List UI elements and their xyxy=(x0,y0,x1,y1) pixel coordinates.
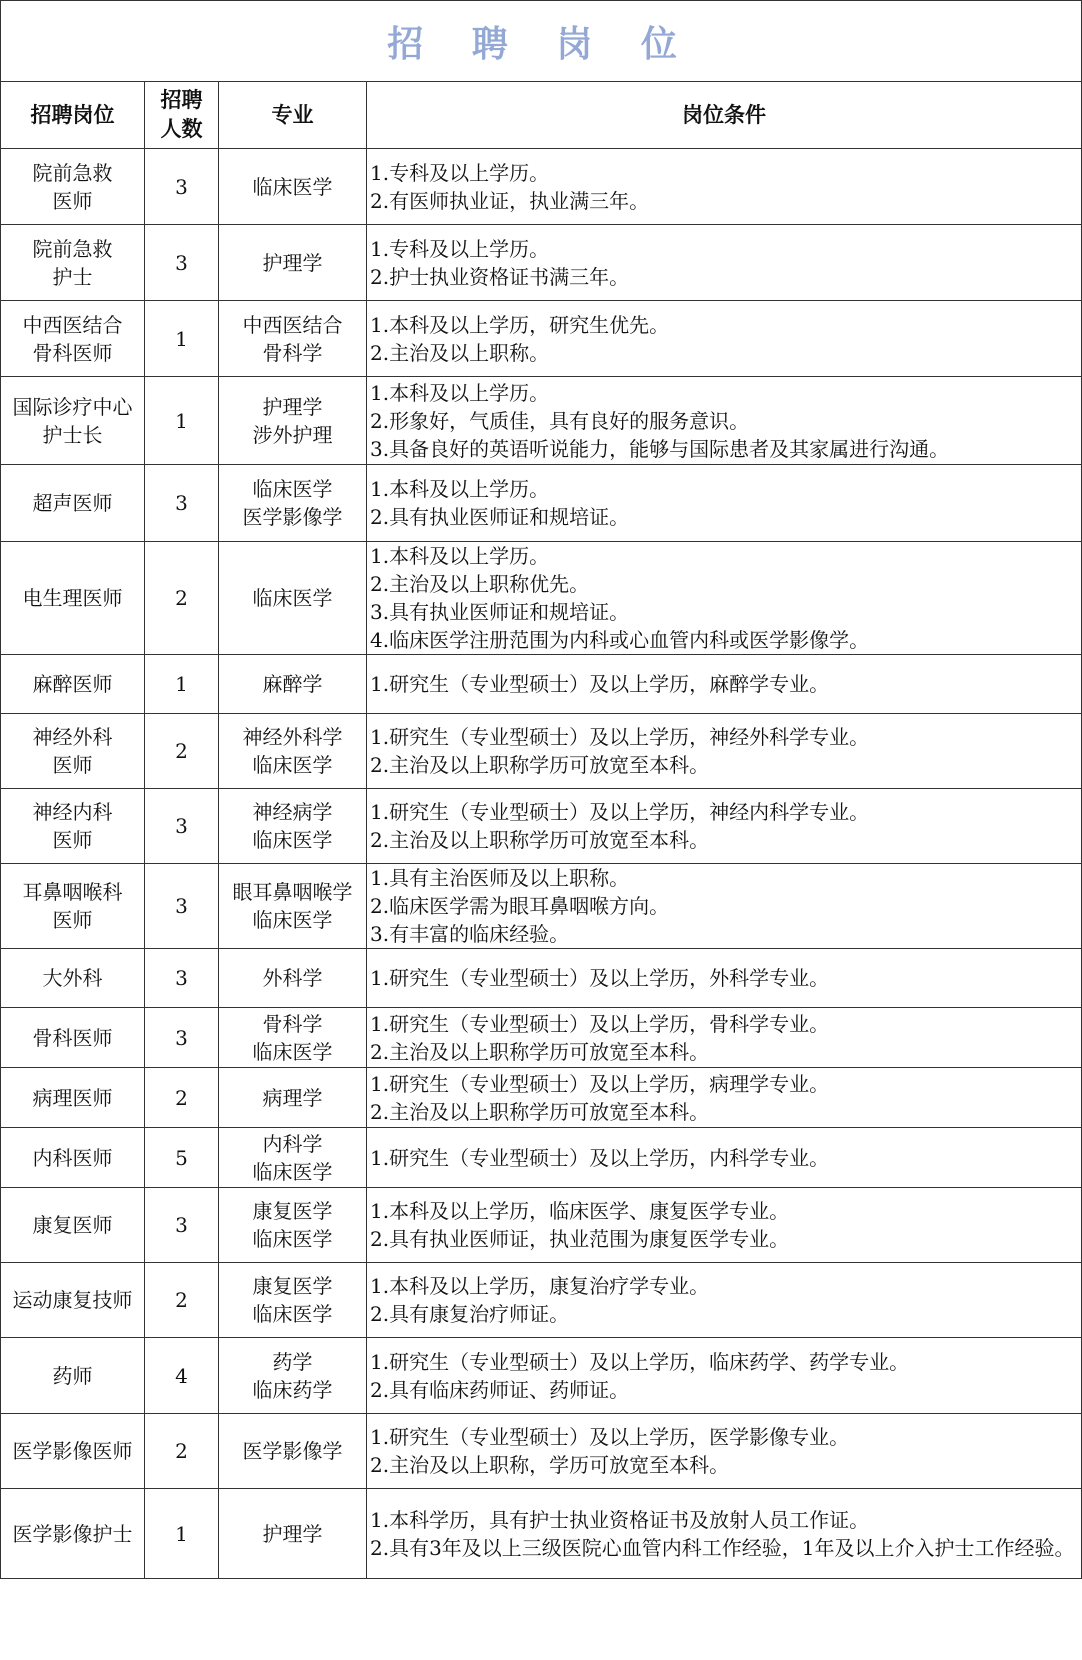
requirements-cell xyxy=(367,465,1082,542)
header-requirements: 岗位条件 xyxy=(367,82,1082,149)
major-cell xyxy=(219,1128,367,1188)
requirement-text: 2.主治及以上职称，学历可放宽至本科。 xyxy=(370,1453,730,1477)
major-cell xyxy=(219,714,367,789)
position-text: 院前急救 xyxy=(32,236,113,261)
position-text: 康复医师 xyxy=(32,1213,113,1237)
major-cell xyxy=(219,1263,367,1338)
requirement-text: 1.研究生（专业型硕士）及以上学历，医学影像专业。 xyxy=(370,1425,850,1449)
count-cell: 3 xyxy=(145,465,219,542)
major-text: 临床医学 xyxy=(252,586,333,610)
major-cell xyxy=(219,1008,367,1068)
requirement-text: 1.研究生（专业型硕士）及以上学历，麻醉学专业。 xyxy=(370,672,830,696)
major-text: 病理学 xyxy=(262,1085,323,1110)
major-text: 康复医学 xyxy=(252,1274,333,1298)
requirement-text: 1.本科及以上学历。 xyxy=(370,477,550,501)
table-row xyxy=(1,301,1082,377)
major-text: 医学影像学 xyxy=(242,505,343,529)
major-text: 内科学 xyxy=(262,1131,323,1156)
requirement-text: 1.研究生（专业型硕士）及以上学历，神经内科学专业。 xyxy=(370,800,870,824)
table-row xyxy=(1,789,1082,864)
requirement-text: 1.本科及以上学历，研究生优先。 xyxy=(370,312,670,337)
position-text: 国际诊疗中心 xyxy=(12,394,133,419)
table-row xyxy=(1,542,1082,655)
table-row xyxy=(1,1263,1082,1338)
position-text: 医师 xyxy=(52,188,93,213)
requirement-text: 1.本科及以上学历，临床医学、康复医学专业。 xyxy=(370,1199,790,1223)
position-text: 医学影像医师 xyxy=(12,1439,133,1463)
requirements-cell xyxy=(367,301,1082,377)
major-text: 临床医学 xyxy=(252,1159,333,1184)
count-cell: 2 xyxy=(145,542,219,655)
requirement-text: 1.本科及以上学历，康复治疗学专业。 xyxy=(370,1274,710,1298)
major-text: 眼耳鼻咽喉学 xyxy=(232,880,353,904)
major-cell xyxy=(219,149,367,225)
position-cell xyxy=(1,1414,145,1489)
requirement-text: 1.研究生（专业型硕士）及以上学历，内科学专业。 xyxy=(370,1145,830,1170)
position-text: 耳鼻咽喉科 xyxy=(22,880,123,904)
table-row xyxy=(1,655,1082,714)
requirements-cell xyxy=(367,655,1082,714)
major-text: 涉外护理 xyxy=(252,422,333,447)
major-cell xyxy=(219,1338,367,1414)
count-cell: 1 xyxy=(145,1489,219,1579)
major-text: 康复医学 xyxy=(252,1199,333,1223)
requirements-cell xyxy=(367,225,1082,301)
position-text: 病理医师 xyxy=(32,1085,113,1110)
major-text: 临床医学 xyxy=(252,1227,333,1251)
position-text: 药师 xyxy=(52,1363,93,1388)
requirement-text: 2.有医师执业证，执业满三年。 xyxy=(370,188,650,213)
count-cell: 1 xyxy=(145,377,219,465)
position-cell xyxy=(1,789,145,864)
requirement-text: 3.有丰富的临床经验。 xyxy=(370,922,570,946)
major-cell xyxy=(219,789,367,864)
count-cell: 2 xyxy=(145,1263,219,1338)
requirements-cell xyxy=(367,542,1082,655)
major-text: 医学影像学 xyxy=(242,1439,343,1463)
count-cell: 3 xyxy=(145,1008,219,1068)
position-cell xyxy=(1,1263,145,1338)
table-row xyxy=(1,1188,1082,1263)
table-row xyxy=(1,225,1082,301)
count-cell: 3 xyxy=(145,225,219,301)
requirements-cell xyxy=(367,1414,1082,1489)
table-row xyxy=(1,1128,1082,1188)
requirement-text: 2.临床医学需为眼耳鼻咽喉方向。 xyxy=(370,894,670,918)
requirement-text: 1.本科学历，具有护士执业资格证书及放射人员工作证。 xyxy=(370,1507,870,1532)
major-text: 临床药学 xyxy=(252,1377,333,1402)
position-text: 骨科医师 xyxy=(32,1025,113,1050)
major-text: 药学 xyxy=(272,1349,313,1374)
table-row xyxy=(1,714,1082,789)
requirement-text: 2.主治及以上职称学历可放宽至本科。 xyxy=(370,753,710,777)
header-major: 专业 xyxy=(219,82,367,149)
position-text: 神经外科 xyxy=(32,725,113,749)
table-row xyxy=(1,149,1082,225)
major-text: 中西医结合 xyxy=(242,312,343,337)
major-text: 临床医学 xyxy=(252,753,333,777)
requirements-cell xyxy=(367,1188,1082,1263)
requirement-text: 2.护士执业资格证书满三年。 xyxy=(370,264,630,289)
major-text: 麻醉学 xyxy=(262,672,323,696)
position-text: 院前急救 xyxy=(32,160,113,185)
major-cell xyxy=(219,949,367,1008)
position-cell xyxy=(1,864,145,949)
position-text: 护士长 xyxy=(42,422,103,447)
count-cell: 3 xyxy=(145,149,219,225)
count-cell: 3 xyxy=(145,864,219,949)
requirements-cell xyxy=(367,1263,1082,1338)
requirement-text: 1.本科及以上学历。 xyxy=(370,380,550,405)
position-text: 骨科医师 xyxy=(32,340,113,365)
position-cell xyxy=(1,1188,145,1263)
requirements-cell xyxy=(367,864,1082,949)
requirements-cell xyxy=(367,1489,1082,1579)
table-body xyxy=(1,149,1082,1579)
position-text: 内科医师 xyxy=(32,1145,113,1170)
position-cell xyxy=(1,655,145,714)
count-cell: 2 xyxy=(145,1068,219,1128)
count-cell: 3 xyxy=(145,949,219,1008)
header-position: 招聘岗位 xyxy=(1,82,145,149)
table-row xyxy=(1,465,1082,542)
position-cell xyxy=(1,714,145,789)
table-row xyxy=(1,864,1082,949)
requirements-cell xyxy=(367,1008,1082,1068)
requirement-text: 2.具有3年及以上三级医院心血管内科工作经验，1年及以上介入护士工作经验。 xyxy=(370,1535,1075,1560)
major-text: 临床医学 xyxy=(252,1302,333,1326)
position-cell xyxy=(1,542,145,655)
position-text: 医师 xyxy=(52,908,93,932)
header-count xyxy=(145,82,219,149)
major-text: 护理学 xyxy=(262,250,323,275)
major-text: 临床医学 xyxy=(252,828,333,852)
table-row xyxy=(1,1414,1082,1489)
position-text: 麻醉医师 xyxy=(32,672,113,696)
major-cell xyxy=(219,1188,367,1263)
table-row xyxy=(1,1068,1082,1128)
table-row xyxy=(1,949,1082,1008)
major-cell xyxy=(219,465,367,542)
major-cell xyxy=(219,377,367,465)
major-text: 护理学 xyxy=(262,394,323,419)
major-text: 临床医学 xyxy=(252,908,333,932)
requirement-text: 2.形象好，气质佳，具有良好的服务意识。 xyxy=(370,408,750,433)
requirement-text: 1.研究生（专业型硕士）及以上学历，神经外科学专业。 xyxy=(370,725,870,749)
major-text: 神经病学 xyxy=(252,800,333,824)
position-cell xyxy=(1,949,145,1008)
count-cell: 1 xyxy=(145,655,219,714)
major-cell xyxy=(219,225,367,301)
count-cell: 3 xyxy=(145,1188,219,1263)
major-text: 护理学 xyxy=(262,1521,323,1546)
position-text: 大外科 xyxy=(42,966,103,990)
requirement-text: 2.具有执业医师证，执业范围为康复医学专业。 xyxy=(370,1227,790,1251)
requirement-text: 2.具有康复治疗师证。 xyxy=(370,1302,570,1326)
requirement-text: 2.主治及以上职称学历可放宽至本科。 xyxy=(370,828,710,852)
page-title: 招 聘 岗 位 xyxy=(1,1,1082,82)
position-cell xyxy=(1,1068,145,1128)
major-cell xyxy=(219,301,367,377)
count-cell: 5 xyxy=(145,1128,219,1188)
requirements-cell xyxy=(367,149,1082,225)
requirement-text: 1.研究生（专业型硕士）及以上学历，骨科学专业。 xyxy=(370,1011,830,1036)
count-cell: 4 xyxy=(145,1338,219,1414)
position-text: 运动康复技师 xyxy=(12,1288,133,1312)
requirement-text: 1.专科及以上学历。 xyxy=(370,160,550,185)
position-cell xyxy=(1,225,145,301)
count-cell: 3 xyxy=(145,789,219,864)
position-text: 医师 xyxy=(52,753,93,777)
major-cell xyxy=(219,542,367,655)
table-row xyxy=(1,1008,1082,1068)
requirement-text: 1.研究生（专业型硕士）及以上学历，病理学专业。 xyxy=(370,1071,830,1096)
position-text: 医师 xyxy=(52,828,93,852)
requirement-text: 2.主治及以上职称。 xyxy=(370,340,550,365)
major-cell xyxy=(219,655,367,714)
position-cell xyxy=(1,465,145,542)
position-cell xyxy=(1,1128,145,1188)
header-count-line2: 人数 xyxy=(160,117,203,141)
table-row xyxy=(1,1338,1082,1414)
position-text: 超声医师 xyxy=(32,491,113,515)
requirements-cell xyxy=(367,714,1082,789)
position-text: 护士 xyxy=(52,264,93,289)
position-cell xyxy=(1,1489,145,1579)
requirements-cell xyxy=(367,789,1082,864)
requirement-text: 2.具有临床药师证、药师证。 xyxy=(370,1377,630,1402)
major-text: 神经外科学 xyxy=(242,725,343,749)
requirement-text: 2.主治及以上职称学历可放宽至本科。 xyxy=(370,1099,710,1124)
header-row xyxy=(1,82,1082,149)
major-text: 临床医学 xyxy=(252,1039,333,1064)
requirement-text: 1.专科及以上学历。 xyxy=(370,236,550,261)
major-text: 临床医学 xyxy=(252,477,333,501)
major-cell xyxy=(219,1068,367,1128)
major-text: 临床医学 xyxy=(252,174,333,199)
table-row xyxy=(1,377,1082,465)
requirement-text: 1.研究生（专业型硕士）及以上学历，外科学专业。 xyxy=(370,966,830,990)
requirement-text: 2.主治及以上职称优先。 xyxy=(370,572,590,596)
position-cell xyxy=(1,149,145,225)
requirement-text: 3.具有执业医师证和规培证。 xyxy=(370,600,630,624)
requirement-text: 1.本科及以上学历。 xyxy=(370,544,550,568)
major-cell xyxy=(219,864,367,949)
header-count-line1: 招聘 xyxy=(160,88,203,112)
position-cell xyxy=(1,1008,145,1068)
requirements-cell xyxy=(367,377,1082,465)
table-row xyxy=(1,1489,1082,1579)
position-cell xyxy=(1,301,145,377)
requirements-cell xyxy=(367,949,1082,1008)
count-cell: 2 xyxy=(145,714,219,789)
requirement-text: 2.主治及以上职称学历可放宽至本科。 xyxy=(370,1039,710,1064)
requirements-cell xyxy=(367,1128,1082,1188)
position-text: 医学影像护士 xyxy=(12,1521,133,1546)
position-cell xyxy=(1,1338,145,1414)
major-text: 外科学 xyxy=(262,966,323,990)
requirements-cell xyxy=(367,1068,1082,1128)
requirement-text: 3.具备良好的英语听说能力，能够与国际患者及其家属进行沟通。 xyxy=(370,436,950,461)
major-text: 骨科学 xyxy=(262,1011,323,1036)
requirements-cell xyxy=(367,1338,1082,1414)
position-text: 中西医结合 xyxy=(22,312,123,337)
major-cell xyxy=(219,1414,367,1489)
requirement-text: 4.临床医学注册范围为内科或心血管内科或医学影像学。 xyxy=(370,628,870,652)
requirement-text: 1.研究生（专业型硕士）及以上学历，临床药学、药学专业。 xyxy=(370,1349,910,1374)
count-cell: 1 xyxy=(145,301,219,377)
position-text: 电生理医师 xyxy=(22,586,123,610)
requirement-text: 2.具有执业医师证和规培证。 xyxy=(370,505,630,529)
count-cell: 2 xyxy=(145,1414,219,1489)
requirement-text: 1.具有主治医师及以上职称。 xyxy=(370,866,630,890)
major-text: 骨科学 xyxy=(262,340,323,365)
position-cell xyxy=(1,377,145,465)
position-text: 神经内科 xyxy=(32,800,113,824)
major-cell xyxy=(219,1489,367,1579)
